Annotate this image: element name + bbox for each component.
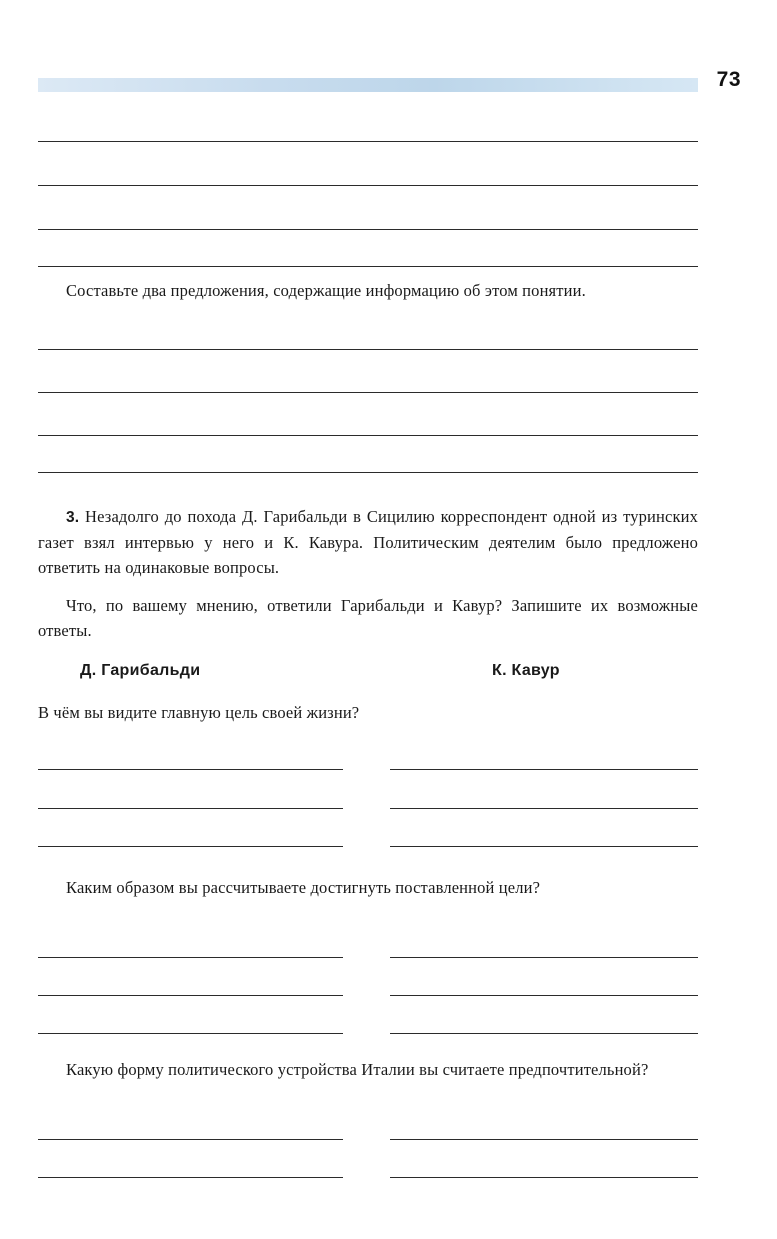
column-heading-cavour: К. Кавур bbox=[492, 662, 560, 679]
answer-rule-left bbox=[38, 1139, 343, 1140]
answer-rule-left bbox=[38, 1033, 343, 1034]
task-3-text-2: Что, по вашему мнению, ответили Гарибальди и Кавур? Запишите их возможные ответы. bbox=[38, 596, 698, 640]
answer-rule-right bbox=[390, 1177, 698, 1178]
answer-rule-left bbox=[38, 1177, 343, 1178]
answer-rule-right bbox=[390, 995, 698, 996]
page-number: 73 bbox=[716, 68, 741, 91]
question-3-text: Какую форму политического устройства Италии вы считаете предпочтительной? bbox=[66, 1060, 649, 1079]
answer-rule-right bbox=[390, 957, 698, 958]
instruction-paragraph-1 bbox=[38, 278, 698, 303]
answer-rule-right bbox=[390, 1033, 698, 1034]
column-heading-garibaldi: Д. Гарибальди bbox=[80, 662, 201, 679]
task-3-paragraph bbox=[38, 504, 698, 580]
answer-rule-left bbox=[38, 808, 343, 809]
instruction-text-1: Составьте два предложения, содержащие информацию об этом понятии. bbox=[66, 281, 586, 300]
answer-rule-right bbox=[390, 808, 698, 809]
answer-rule-full bbox=[38, 349, 698, 350]
answer-rule-left bbox=[38, 957, 343, 958]
answer-rule-full bbox=[38, 185, 698, 186]
task-3-text: Незадолго до похода Д. Гарибальди в Сицилию корреспондент одной из туринских газет взял интервью у него и К. Кавура. Политическим деятелим было предложено ответить на одинаковые вопросы. bbox=[38, 507, 698, 577]
answer-rule-full bbox=[38, 266, 698, 267]
task-3-number: 3. bbox=[66, 509, 80, 526]
answer-rule-left bbox=[38, 995, 343, 996]
question-1 bbox=[38, 700, 698, 725]
answer-rule-right bbox=[390, 769, 698, 770]
answer-rule-full bbox=[38, 472, 698, 473]
answer-rule-right bbox=[390, 1139, 698, 1140]
answer-rule-full bbox=[38, 435, 698, 436]
question-2 bbox=[38, 875, 698, 900]
question-2-text: Каким образом вы рассчитываете достигнуть поставленной цели? bbox=[66, 878, 541, 897]
answer-rule-right bbox=[390, 846, 698, 847]
answer-rule-full bbox=[38, 229, 698, 230]
question-1-text: В чём вы видите главную цель своей жизни? bbox=[38, 703, 360, 722]
task-3-paragraph-2 bbox=[38, 593, 698, 643]
header-band bbox=[38, 78, 698, 92]
answer-rule-left bbox=[38, 846, 343, 847]
question-3 bbox=[38, 1057, 698, 1082]
answer-rule-left bbox=[38, 769, 343, 770]
answer-rule-full bbox=[38, 141, 698, 142]
answer-rule-full bbox=[38, 392, 698, 393]
